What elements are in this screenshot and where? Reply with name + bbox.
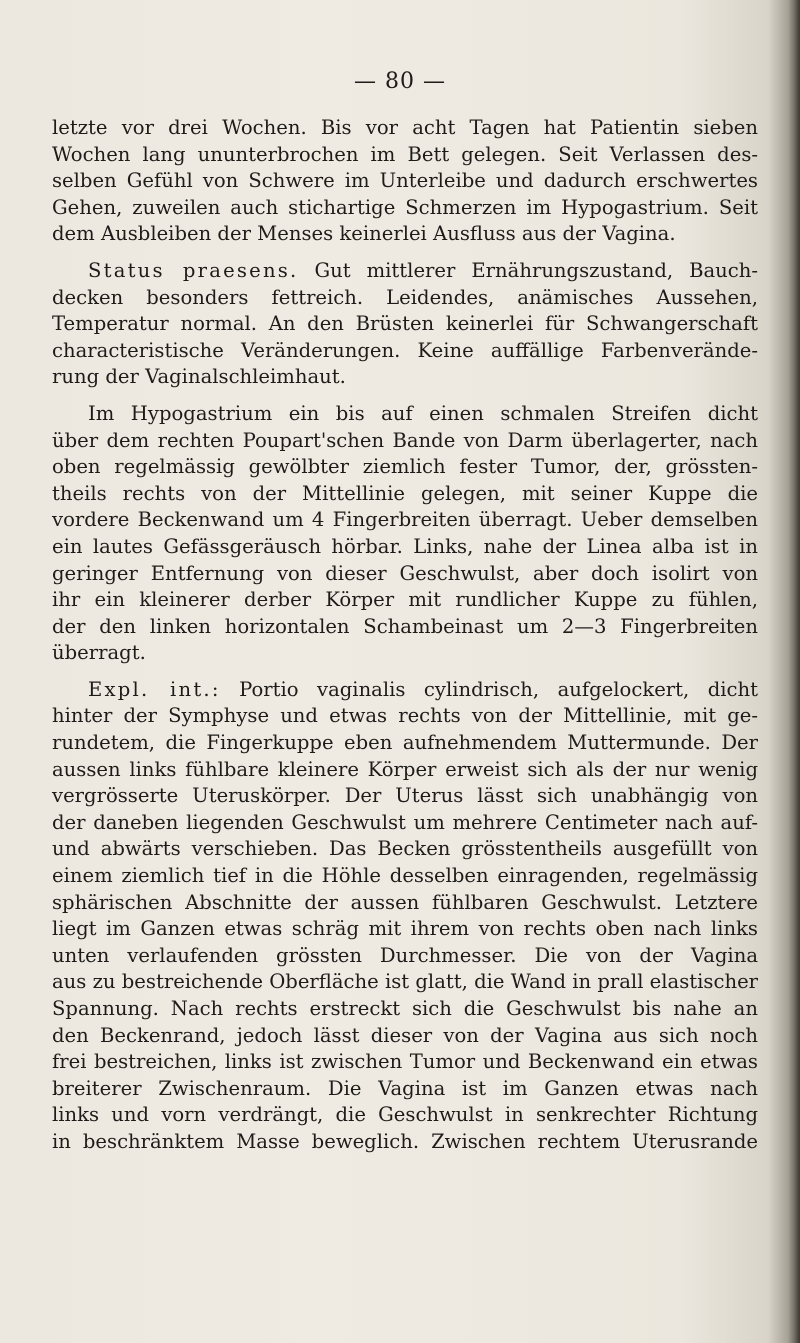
text-line: hinter der Symphyse und etwas rechts von der Mittellinie, mit ge- <box>52 704 758 728</box>
page-number: — 80 — <box>354 69 446 94</box>
page-spine-shadow <box>788 0 800 1343</box>
text-line: decken besonders fettreich. Leidendes, anämisches Aussehen, <box>52 285 758 309</box>
text-line: letzte vor drei Wochen. Bis vor acht Tagen hat Patientin sieben <box>52 116 758 139</box>
text-line: geringer Entfernung von dieser Geschwulst, aber doch isolirt von <box>52 561 758 585</box>
paragraph-3 <box>52 401 758 667</box>
text-line: Spannung. Nach rechts erstreckt sich die Geschwulst bis nahe an <box>52 997 758 1020</box>
text-line: Gehen, zuweilen auch stichartige Schmerzen im Hypogastrium. Seit <box>52 195 758 219</box>
text-line: und abwärts verschieben. Das Becken grösstentheils ausgefüllt von <box>52 837 758 861</box>
text-line: Temperatur normal. An den Brüsten keinerlei für Schwangerschaft <box>52 312 758 336</box>
paragraph-gap <box>52 248 758 258</box>
text-line: ihr ein kleinerer derber Körper mit rundlicher Kuppe zu fühlen, <box>52 588 758 612</box>
text-line: liegt im Ganzen etwas schräg mit ihrem von rechts oben nach links <box>52 917 758 941</box>
body-text <box>52 115 758 1156</box>
text-line <box>52 258 758 285</box>
text-line: frei bestreichen, links ist zwischen Tumor und Beckenwand ein etwas <box>52 1050 758 1074</box>
text-line: sphärischen Abschnitte der aussen fühlbaren Geschwulst. Letztere <box>52 890 758 914</box>
paragraph-2 <box>52 258 758 391</box>
paragraph-gap <box>52 391 758 401</box>
paragraph-1 <box>52 115 758 248</box>
text-line: selben Gefühl von Schwere im Unterleibe und dadurch erschwertes <box>52 169 758 193</box>
text-line: der daneben liegenden Geschwulst um mehrere Centimeter nach auf- <box>52 810 758 834</box>
text-segment: Portio vaginalis cylindrisch, aufgelockert, dicht <box>220 677 758 701</box>
text-line: Wochen lang ununterbrochen im Bett gelegen. Seit Verlassen des- <box>52 142 758 166</box>
text-line: aussen links fühlbare kleinere Körper erweist sich als der nur wenig <box>52 757 758 781</box>
text-line: theils rechts von der Mittellinie gelegen, mit seiner Kuppe die <box>52 481 758 505</box>
text-segment: Gut mittlerer Ernährungszustand, Bauch- <box>298 258 758 282</box>
text-line: Im Hypogastrium ein bis auf einen schmalen Streifen dicht <box>88 401 758 425</box>
paragraph-gap <box>52 667 758 677</box>
text-line: aus zu bestreichende Oberfläche ist glatt, die Wand in prall elastischer <box>52 970 759 994</box>
section-lead-status-praesens: Status praesens. <box>88 258 299 282</box>
text-line: den Beckenrand, jedoch lässt dieser von der Vagina aus sich noch <box>52 1023 758 1047</box>
text-line: rundetem, die Fingerkuppe eben aufnehmendem Muttermunde. Der <box>52 731 758 755</box>
text-line: unten verlaufenden grössten Durchmesser. Die von der Vagina <box>52 943 758 967</box>
text-line: vordere Beckenwand um 4 Fingerbreiten überragt. Ueber demselben <box>52 508 758 532</box>
section-lead-expl-int: Expl. int.: <box>88 677 221 701</box>
paragraph-4 <box>52 677 758 1156</box>
text-line: rung der Vaginalschleimhaut. <box>52 365 346 389</box>
text-line: der den linken horizontalen Schambeinast um 2—3 Fingerbreiten <box>52 614 758 638</box>
text-line: einem ziemlich tief in die Höhle desselben einragenden, regelmässig <box>52 864 758 888</box>
text-line: über dem rechten Poupart'schen Bande von Darm überlagerter, nach <box>52 428 758 452</box>
text-line: breiterer Zwischenraum. Die Vagina ist im Ganzen etwas nach <box>52 1076 758 1100</box>
text-line: characteristische Veränderungen. Keine auffällige Farbenverände- <box>52 338 758 362</box>
text-line: oben regelmässig gewölbter ziemlich fester Tumor, der, grössten- <box>52 455 758 479</box>
text-line: überragt. <box>52 641 146 665</box>
text-line: vergrösserte Uteruskörper. Der Uterus lässt sich unabhängig von <box>52 784 758 808</box>
text-line: in beschränktem Masse beweglich. Zwischen rechtem Uterusrande <box>52 1129 758 1153</box>
text-line: ein lautes Gefässgeräusch hörbar. Links, nahe der Linea alba ist in <box>52 534 758 558</box>
text-line: links und vorn verdrängt, die Geschwulst in senkrechter Richtung <box>52 1103 758 1127</box>
text-line <box>52 677 758 704</box>
text-line: dem Ausbleiben der Menses keinerlei Ausfluss aus der Vagina. <box>52 222 676 246</box>
